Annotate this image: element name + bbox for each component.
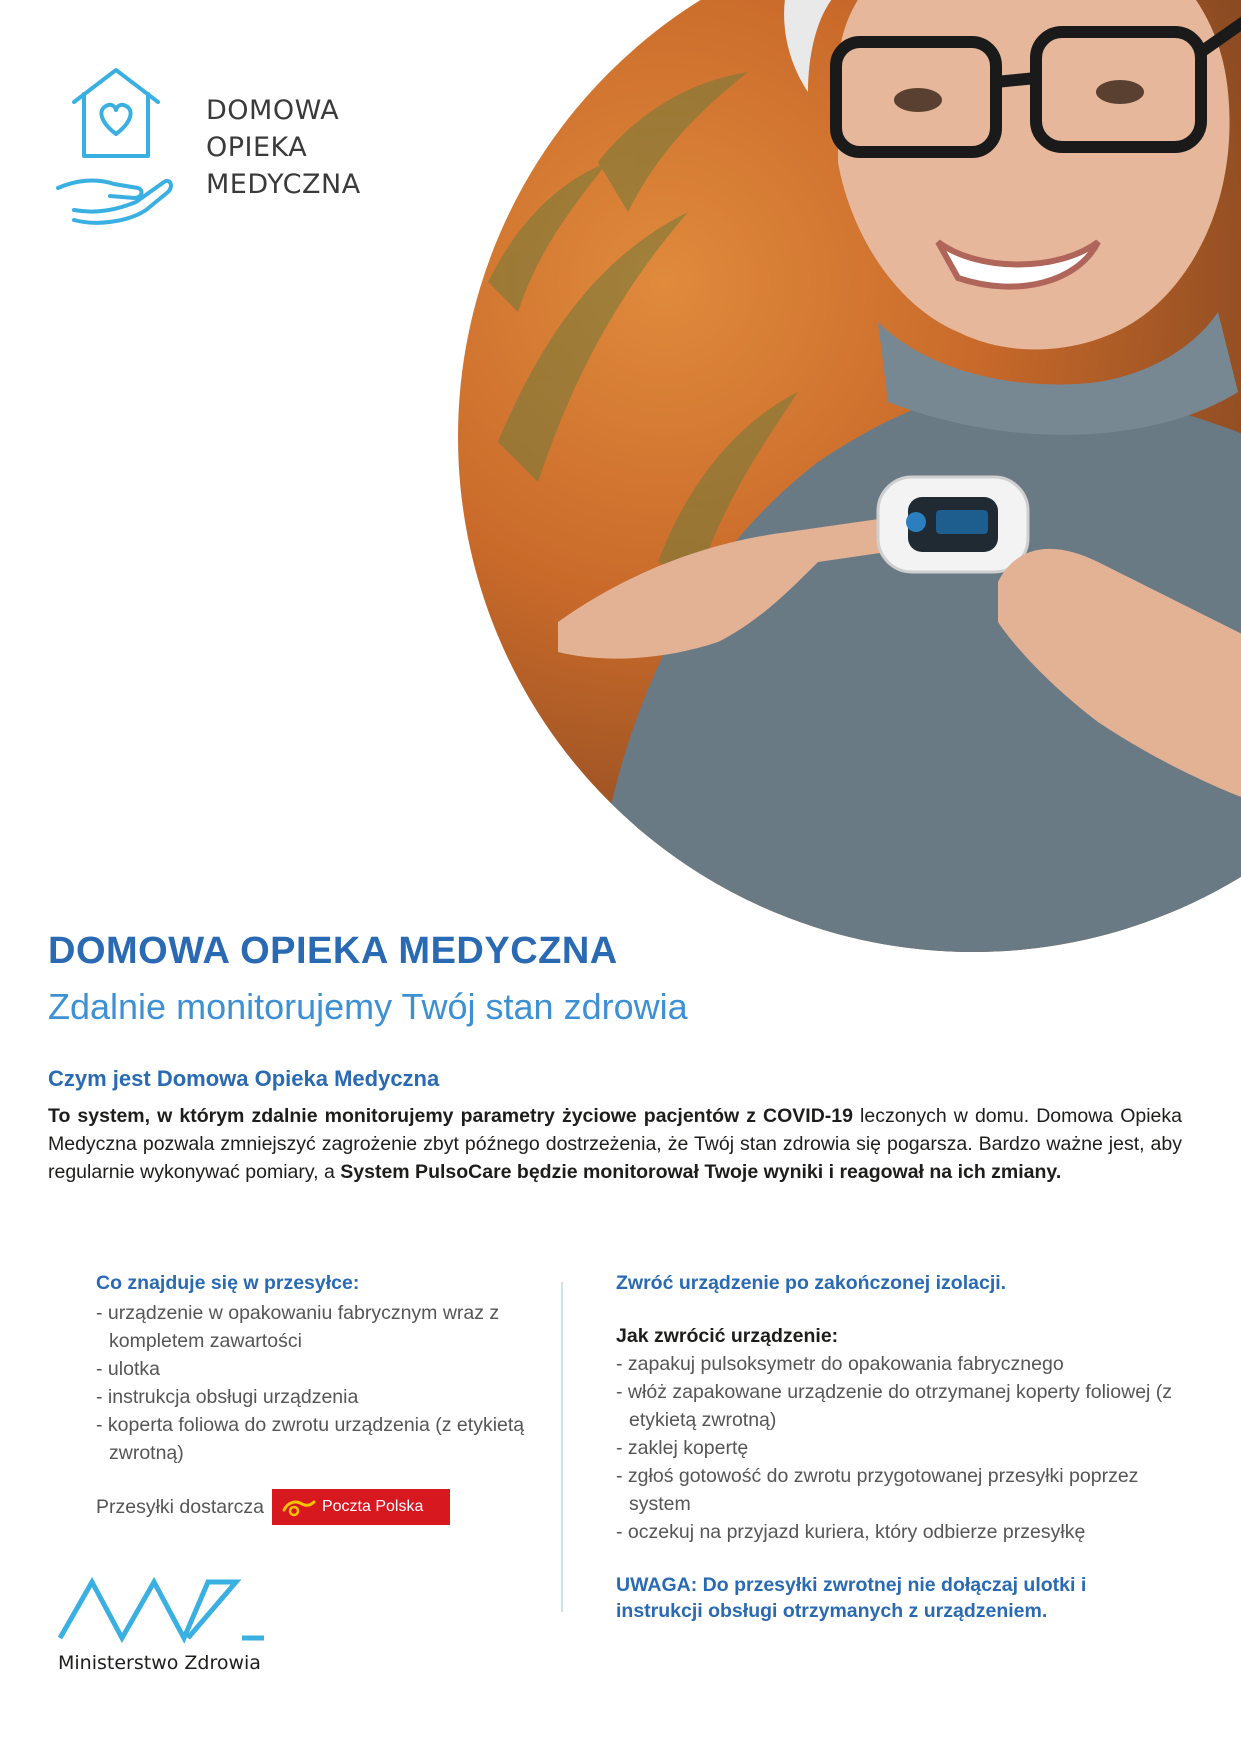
intro-paragraph bbox=[48, 1102, 1182, 1186]
list-item: - urządzenie w opakowaniu fabrycznym wraz z kompletem zawartości bbox=[96, 1299, 556, 1355]
house-heart-hand-icon bbox=[56, 64, 196, 234]
column-divider bbox=[561, 1282, 563, 1612]
list-item: - instrukcja obsługi urządzenia bbox=[96, 1383, 556, 1411]
hero-photo bbox=[458, 0, 1241, 952]
list-item: - ulotka bbox=[96, 1355, 556, 1383]
mz-logo-icon bbox=[58, 1574, 268, 1646]
logo-line-1: DOMOWA bbox=[206, 95, 340, 126]
posthorn-icon bbox=[282, 1496, 316, 1518]
delivery-row bbox=[96, 1489, 556, 1525]
intro-bold-1: To system, w którym zdalnie monitorujemy parametry życiowe pacjentów z COVID-19 bbox=[48, 1105, 853, 1127]
package-contents-section bbox=[96, 1272, 556, 1525]
poczta-polska-logo bbox=[272, 1489, 450, 1525]
logo-wordmark bbox=[206, 92, 361, 203]
list-item: - zaklej kopertę bbox=[616, 1434, 1176, 1462]
page-title: DOMOWA OPIEKA MEDYCZNA bbox=[48, 930, 618, 972]
intro-text-1: leczonych w domu. Domowa Opieka Medyczna pozwala zmniejszyć zagrożenie zbyt późnego dostrzeżenia, że Twój stan zdrowia się pogarsza. Bardzo ważne jest, aby regularnie wykonywać pomiary, a bbox=[48, 1105, 1182, 1183]
return-how-title: Jak zwrócić urządzenie: bbox=[616, 1325, 839, 1347]
logo-line-2: OPIEKA bbox=[206, 132, 308, 163]
intro-heading: Czym jest Domowa Opieka Medyczna bbox=[48, 1066, 440, 1091]
list-item: - koperta foliowa do zwrotu urządzenia (z etykietą zwrotną) bbox=[96, 1411, 556, 1467]
page-subtitle: Zdalnie monitorujemy Twój stan zdrowia bbox=[48, 986, 688, 1027]
logo-line-3: MEDYCZNA bbox=[206, 169, 361, 200]
return-section bbox=[616, 1272, 1176, 1624]
intro-bold-2: System PulsoCare będzie monitorował Twoje wyniki i reagował na ich zmiany. bbox=[340, 1161, 1062, 1183]
package-title: Co znajduje się w przesyłce: bbox=[96, 1272, 360, 1294]
ministry-logo bbox=[58, 1574, 278, 1684]
list-item: - zapakuj pulsoksymetr do opakowania fabrycznego bbox=[616, 1350, 1176, 1378]
list-item: - włóż zapakowane urządzenie do otrzymanej koperty foliowej (z etykietą zwrotną) bbox=[616, 1378, 1176, 1434]
return-warning: UWAGA: Do przesyłki zwrotnej nie dołączaj ulotki i instrukcji obsługi otrzymanych z urządzeniem. bbox=[616, 1574, 1087, 1622]
return-steps-list bbox=[616, 1350, 1176, 1546]
dom-logo bbox=[56, 64, 386, 244]
list-item: - zgłoś gotowość do zwrotu przygotowanej przesyłki poprzez system bbox=[616, 1462, 1176, 1518]
return-title: Zwróć urządzenie po zakończonej izolacji. bbox=[616, 1272, 1007, 1294]
woman-with-oximeter-illustration bbox=[458, 0, 1241, 952]
list-item: - oczekuj na przyjazd kuriera, który odbierze przesyłkę bbox=[616, 1518, 1176, 1546]
ministry-name: Ministerstwo Zdrowia bbox=[58, 1652, 261, 1674]
delivery-label: Przesyłki dostarcza bbox=[96, 1495, 264, 1518]
carrier-name: Poczta Polska bbox=[321, 1498, 424, 1515]
package-list bbox=[96, 1299, 556, 1467]
